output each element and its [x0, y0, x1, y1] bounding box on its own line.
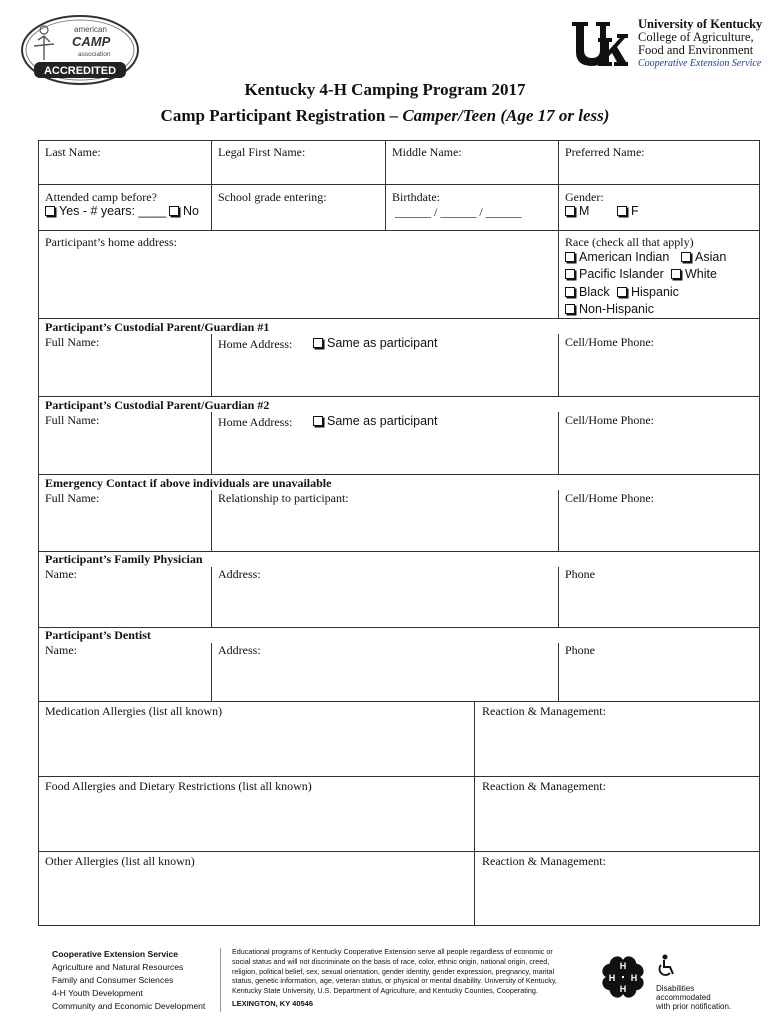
checkbox-icon: [565, 252, 575, 262]
guardian1-same-checkbox[interactable]: Same as participant: [313, 336, 437, 351]
race-pacific-islander-checkbox[interactable]: Pacific Islander: [565, 267, 664, 282]
footer-program-item: 4-H Youth Development: [52, 988, 143, 998]
other-reaction-field[interactable]: Reaction & Management:: [482, 854, 606, 868]
physician-address-field[interactable]: Address:: [218, 567, 261, 581]
guardian2-phone-field[interactable]: Cell/Home Phone:: [565, 413, 654, 427]
guardian1-home-address-field[interactable]: Home Address:: [218, 337, 293, 351]
dentist-address-field[interactable]: Address:: [218, 643, 261, 657]
preferred-name-field[interactable]: Preferred Name:: [565, 145, 645, 159]
uk-line4: Cooperative Extension Service: [638, 58, 762, 69]
svg-text:H: H: [608, 973, 616, 983]
dentist-name-field[interactable]: Name:: [45, 643, 77, 657]
medication-reaction-field[interactable]: Reaction & Management:: [482, 704, 606, 718]
checkbox-icon: [671, 269, 681, 279]
gender-m-checkbox[interactable]: M: [565, 204, 589, 219]
svg-text:ACCREDITED: ACCREDITED: [43, 65, 117, 77]
race-american-indian-checkbox[interactable]: American Indian: [565, 250, 669, 265]
middle-name-field[interactable]: Middle Name:: [392, 145, 462, 159]
other-allergies-field[interactable]: Other Allergies (list all known): [45, 854, 195, 868]
checkbox-icon: [617, 206, 627, 216]
physician-name-field[interactable]: Name:: [45, 567, 77, 581]
attended-yes-checkbox[interactable]: Yes - # years: ____: [45, 204, 166, 219]
birthdate-label: Birthdate:: [392, 190, 440, 204]
checkbox-icon: [313, 338, 323, 348]
disabilities-line: with prior notification.: [656, 1002, 732, 1011]
birthdate-field[interactable]: ______ / ______ / ______: [395, 205, 522, 219]
race-non-hispanic-checkbox[interactable]: Non-Hispanic: [565, 302, 654, 317]
svg-text:H: H: [630, 973, 638, 983]
svg-text:american: american: [74, 25, 107, 34]
disabilities-notice: [656, 984, 731, 1011]
guardian2-full-name-field[interactable]: Full Name:: [45, 413, 100, 427]
checkbox-icon: [45, 206, 55, 216]
guardian1-full-name-field[interactable]: Full Name:: [45, 335, 100, 349]
gender-f-checkbox[interactable]: F: [617, 204, 639, 219]
accessibility-icon: [656, 954, 678, 978]
disabilities-line: accommodated: [656, 993, 711, 1002]
emergency-phone-field[interactable]: Cell/Home Phone:: [565, 491, 654, 505]
emergency-heading: Emergency Contact if above individuals are unavailable: [45, 476, 332, 490]
dentist-phone-field[interactable]: Phone: [565, 643, 595, 657]
uk-line3: Food and Environment: [638, 43, 754, 57]
emergency-full-name-field[interactable]: Full Name:: [45, 491, 100, 505]
race-black-checkbox[interactable]: Black: [565, 285, 610, 300]
guardian2-same-checkbox[interactable]: Same as participant: [313, 414, 437, 429]
checkbox-icon: [313, 416, 323, 426]
checkbox-icon: [617, 287, 627, 297]
food-allergies-field[interactable]: Food Allergies and Dietary Restrictions (list all known): [45, 779, 312, 793]
race-label: Race (check all that apply): [565, 235, 694, 249]
page-subtitle: Camp Participant Registration – Camper/Teen (Age 17 or less): [160, 106, 610, 125]
physician-phone-field[interactable]: Phone: [565, 567, 595, 581]
checkbox-icon: [565, 206, 575, 216]
checkbox-icon: [565, 304, 575, 314]
school-grade-field[interactable]: School grade entering:: [218, 190, 327, 204]
4h-clover-icon: [594, 948, 652, 1006]
disabilities-line: Disabilities: [656, 984, 695, 993]
footer-program-item: Cooperative Extension Service: [52, 949, 179, 959]
guardian2-home-address-field[interactable]: Home Address:: [218, 415, 293, 429]
race-hispanic-checkbox[interactable]: Hispanic: [617, 285, 679, 300]
emergency-relationship-field[interactable]: Relationship to participant:: [218, 491, 349, 505]
footer-program-item: Agriculture and Natural Resources: [52, 962, 184, 972]
footer-programs: [52, 948, 205, 1013]
dentist-heading: Participant’s Dentist: [45, 628, 151, 642]
attended-before-label: Attended camp before?: [45, 190, 157, 204]
uk-line2: College of Agriculture,: [638, 30, 754, 44]
checkbox-icon: [681, 252, 691, 262]
physician-heading: Participant’s Family Physician: [45, 552, 203, 566]
uk-line1: University of Kentucky: [638, 17, 763, 31]
footer-program-item: Family and Consumer Sciences: [52, 975, 174, 985]
registration-form-grid: [38, 140, 760, 926]
guardian1-heading: Participant’s Custodial Parent/Guardian #1: [45, 320, 270, 334]
legal-first-name-field[interactable]: Legal First Name:: [218, 145, 306, 159]
page-title: Kentucky 4-H Camping Program 2017: [244, 80, 526, 99]
footer-program-item: Community and Economic Development: [52, 1001, 206, 1011]
home-address-field[interactable]: Participant’s home address:: [45, 235, 177, 249]
gender-label: Gender:: [565, 190, 604, 204]
last-name-field[interactable]: Last Name:: [45, 145, 101, 159]
uk-college-text: [638, 18, 762, 70]
svg-text:H: H: [619, 984, 627, 994]
footer-notice-text: Educational programs of Kentucky Cooperative Extension serve all people regardless of economic or social status and will not discriminate on the basis of race, color, ethnic origin, national origin, creed, religion, political belief, sex, sexual orientation, gender identity, gender expression, pregnancy, marital status, genetic information, age, veteran status, or physical or mental disability. University of Kentucky, Kentucky State University, U.S. Department of Agriculture, and Kentucky Counties, Cooperating.: [232, 947, 557, 996]
race-white-checkbox[interactable]: White: [671, 267, 717, 282]
footer-notice: [232, 947, 572, 1009]
svg-text:H: H: [619, 961, 627, 971]
svg-text:CAMP: CAMP: [72, 34, 111, 49]
footer-divider: [220, 948, 221, 1012]
checkbox-icon: [565, 269, 575, 279]
checkbox-icon: [565, 287, 575, 297]
guardian1-phone-field[interactable]: Cell/Home Phone:: [565, 335, 654, 349]
svg-text:association: association: [78, 51, 111, 58]
checkbox-icon: [169, 206, 179, 216]
race-asian-checkbox[interactable]: Asian: [681, 250, 726, 265]
footer-city: LEXINGTON, KY 40546: [232, 998, 314, 1008]
attended-no-checkbox[interactable]: No: [169, 204, 199, 219]
aca-accredited-logo: [20, 14, 140, 86]
guardian2-heading: Participant’s Custodial Parent/Guardian #2: [45, 398, 270, 412]
uk-logo-icon: [570, 20, 630, 68]
food-reaction-field[interactable]: Reaction & Management:: [482, 779, 606, 793]
medication-allergies-field[interactable]: Medication Allergies (list all known): [45, 704, 223, 718]
